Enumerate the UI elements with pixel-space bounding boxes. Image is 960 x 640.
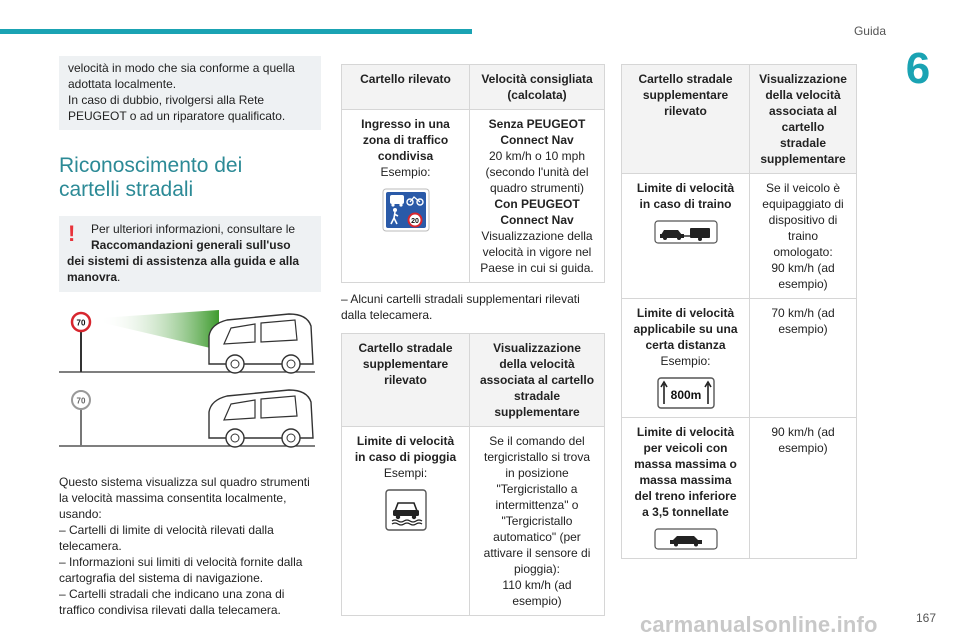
table-header: Visualizzazione della velocità associata al cartello stradale supplementare <box>470 334 605 427</box>
note-period: . <box>117 270 121 284</box>
table-header: Visualizzazione della velocità associata al cartello stradale supplementare <box>750 65 857 174</box>
wet-road-icon <box>385 489 427 531</box>
body-line: – Cartelli di limite di velocità rilevati dalla <box>59 523 274 537</box>
table-row <box>622 418 857 559</box>
body-line: la velocità massima consentita localmente, <box>59 491 287 505</box>
column-left <box>59 56 321 618</box>
intro-line: adottata localmente. <box>68 77 177 91</box>
table-header: Velocità consigliata (calcolata) <box>470 65 605 110</box>
row-text: 20 km/h o 10 mph (secondo l'unità del quadro strumenti) <box>485 149 589 195</box>
body-line: – Cartelli stradali che indicano una zona di <box>59 587 285 601</box>
table-row <box>622 174 857 299</box>
table-rain <box>341 333 605 616</box>
body-line: telecamera. <box>59 539 122 553</box>
row-label: Limite di velocità applicabile su una certa distanza <box>633 306 738 352</box>
note-box <box>59 216 321 292</box>
row-text: Se il veicolo è equipaggiato di dispositivo di traino omologato: <box>762 181 844 259</box>
section-title-line: cartelli stradali <box>59 178 194 201</box>
row-text: Visualizzazione della velocità in vigore nel Paese in cui si guida. <box>480 229 594 275</box>
note-line-bold: dei sistemi di assistenza alla guida e alla <box>67 254 300 268</box>
intro-line: In caso di dubbio, rivolgersi alla Rete <box>68 93 265 107</box>
page-number: 167 <box>915 611 936 625</box>
sign-speed-value: 20 <box>410 218 419 225</box>
row-label: Ingresso in una zona di traffico condivisa <box>361 117 450 163</box>
car-trailer-icon <box>654 220 718 244</box>
row-label: Limite di velocità in caso di pioggia <box>354 434 457 464</box>
watermark: carmanualsonline.info <box>640 612 878 637</box>
table-supplementary <box>621 64 857 559</box>
row-text: Se il comando del tergicristallo si trova in posizione "Tergicristallo a intermittenza" o "Tergicristallo automatico" (per attivare il sensore di pioggia): <box>483 434 591 576</box>
chapter-number: 6 <box>905 44 931 93</box>
row-subhead: Con PEUGEOT Connect Nav <box>494 197 580 227</box>
body-line: cartografia del sistema di navigazione. <box>59 571 264 585</box>
body-line: traffico condivisa rilevati dalla telecamera. <box>59 603 281 617</box>
speed-sign-value: 70 <box>76 396 86 406</box>
mid-text: – Alcuni cartelli stradali supplementari rilevati dalla telecamera. <box>341 292 580 322</box>
header-accent-bar <box>0 29 472 34</box>
table-row <box>342 427 605 616</box>
note-line-bold: manovra <box>67 270 118 284</box>
table-header: Cartello rilevato <box>342 65 470 110</box>
section-title-line: Riconoscimento dei <box>59 154 243 177</box>
row-value: 90 km/h (ad esempio) <box>771 261 835 291</box>
column-right <box>621 64 857 559</box>
table-shared-zone <box>341 64 605 283</box>
table-row <box>622 299 857 418</box>
car-icon <box>654 528 718 550</box>
row-label: Limite di velocità per veicoli con massa massima o massa massima del treno inferiore a 3,5 tonnellate <box>634 425 737 519</box>
warning-exclamation-icon: ! <box>68 221 76 246</box>
table-header: Cartello stradale supplementare rilevato <box>342 334 470 427</box>
intro-box <box>59 56 321 130</box>
row-value: 70 km/h (ad esempio) <box>771 306 835 336</box>
row-value: 110 km/h (ad esempio) <box>502 578 572 608</box>
body-text <box>59 474 321 618</box>
row-value: 90 km/h (ad esempio) <box>771 425 835 455</box>
intro-line: velocità in modo che sia conforme a quella <box>68 61 295 75</box>
row-subhead: Senza PEUGEOT Connect Nav <box>488 117 586 147</box>
section-title <box>59 154 321 202</box>
body-line: – Informazioni sui limiti di velocità fornite dalla <box>59 555 303 569</box>
note-line-bold: Raccomandazioni generali sull'uso <box>91 238 291 252</box>
distance-arrows-icon <box>657 377 715 409</box>
column-middle <box>341 64 605 616</box>
row-example: Esempi: <box>383 466 428 480</box>
illustration-sign-detected <box>59 306 321 378</box>
intro-line: PEUGEOT o ad un riparatore qualificato. <box>68 109 286 123</box>
row-example: Esempio: <box>380 165 431 179</box>
body-line: usando: <box>59 507 102 521</box>
table-header: Cartello stradale supplementare rilevato <box>622 65 750 174</box>
illustration-sign-passed <box>59 384 321 456</box>
table-row <box>342 110 605 283</box>
row-label: Limite di velocità in caso di traino <box>636 181 735 211</box>
distance-sign-text: 800m <box>670 388 701 402</box>
header-title: Guida <box>853 24 886 38</box>
speed-sign-value: 70 <box>76 318 86 328</box>
pedestrian-bicycle-icon <box>382 188 430 232</box>
note-line: Per ulteriori informazioni, consultare le <box>91 222 296 236</box>
row-example: Esempio: <box>660 354 711 368</box>
body-line: Questo sistema visualizza sul quadro strumenti <box>59 475 310 489</box>
